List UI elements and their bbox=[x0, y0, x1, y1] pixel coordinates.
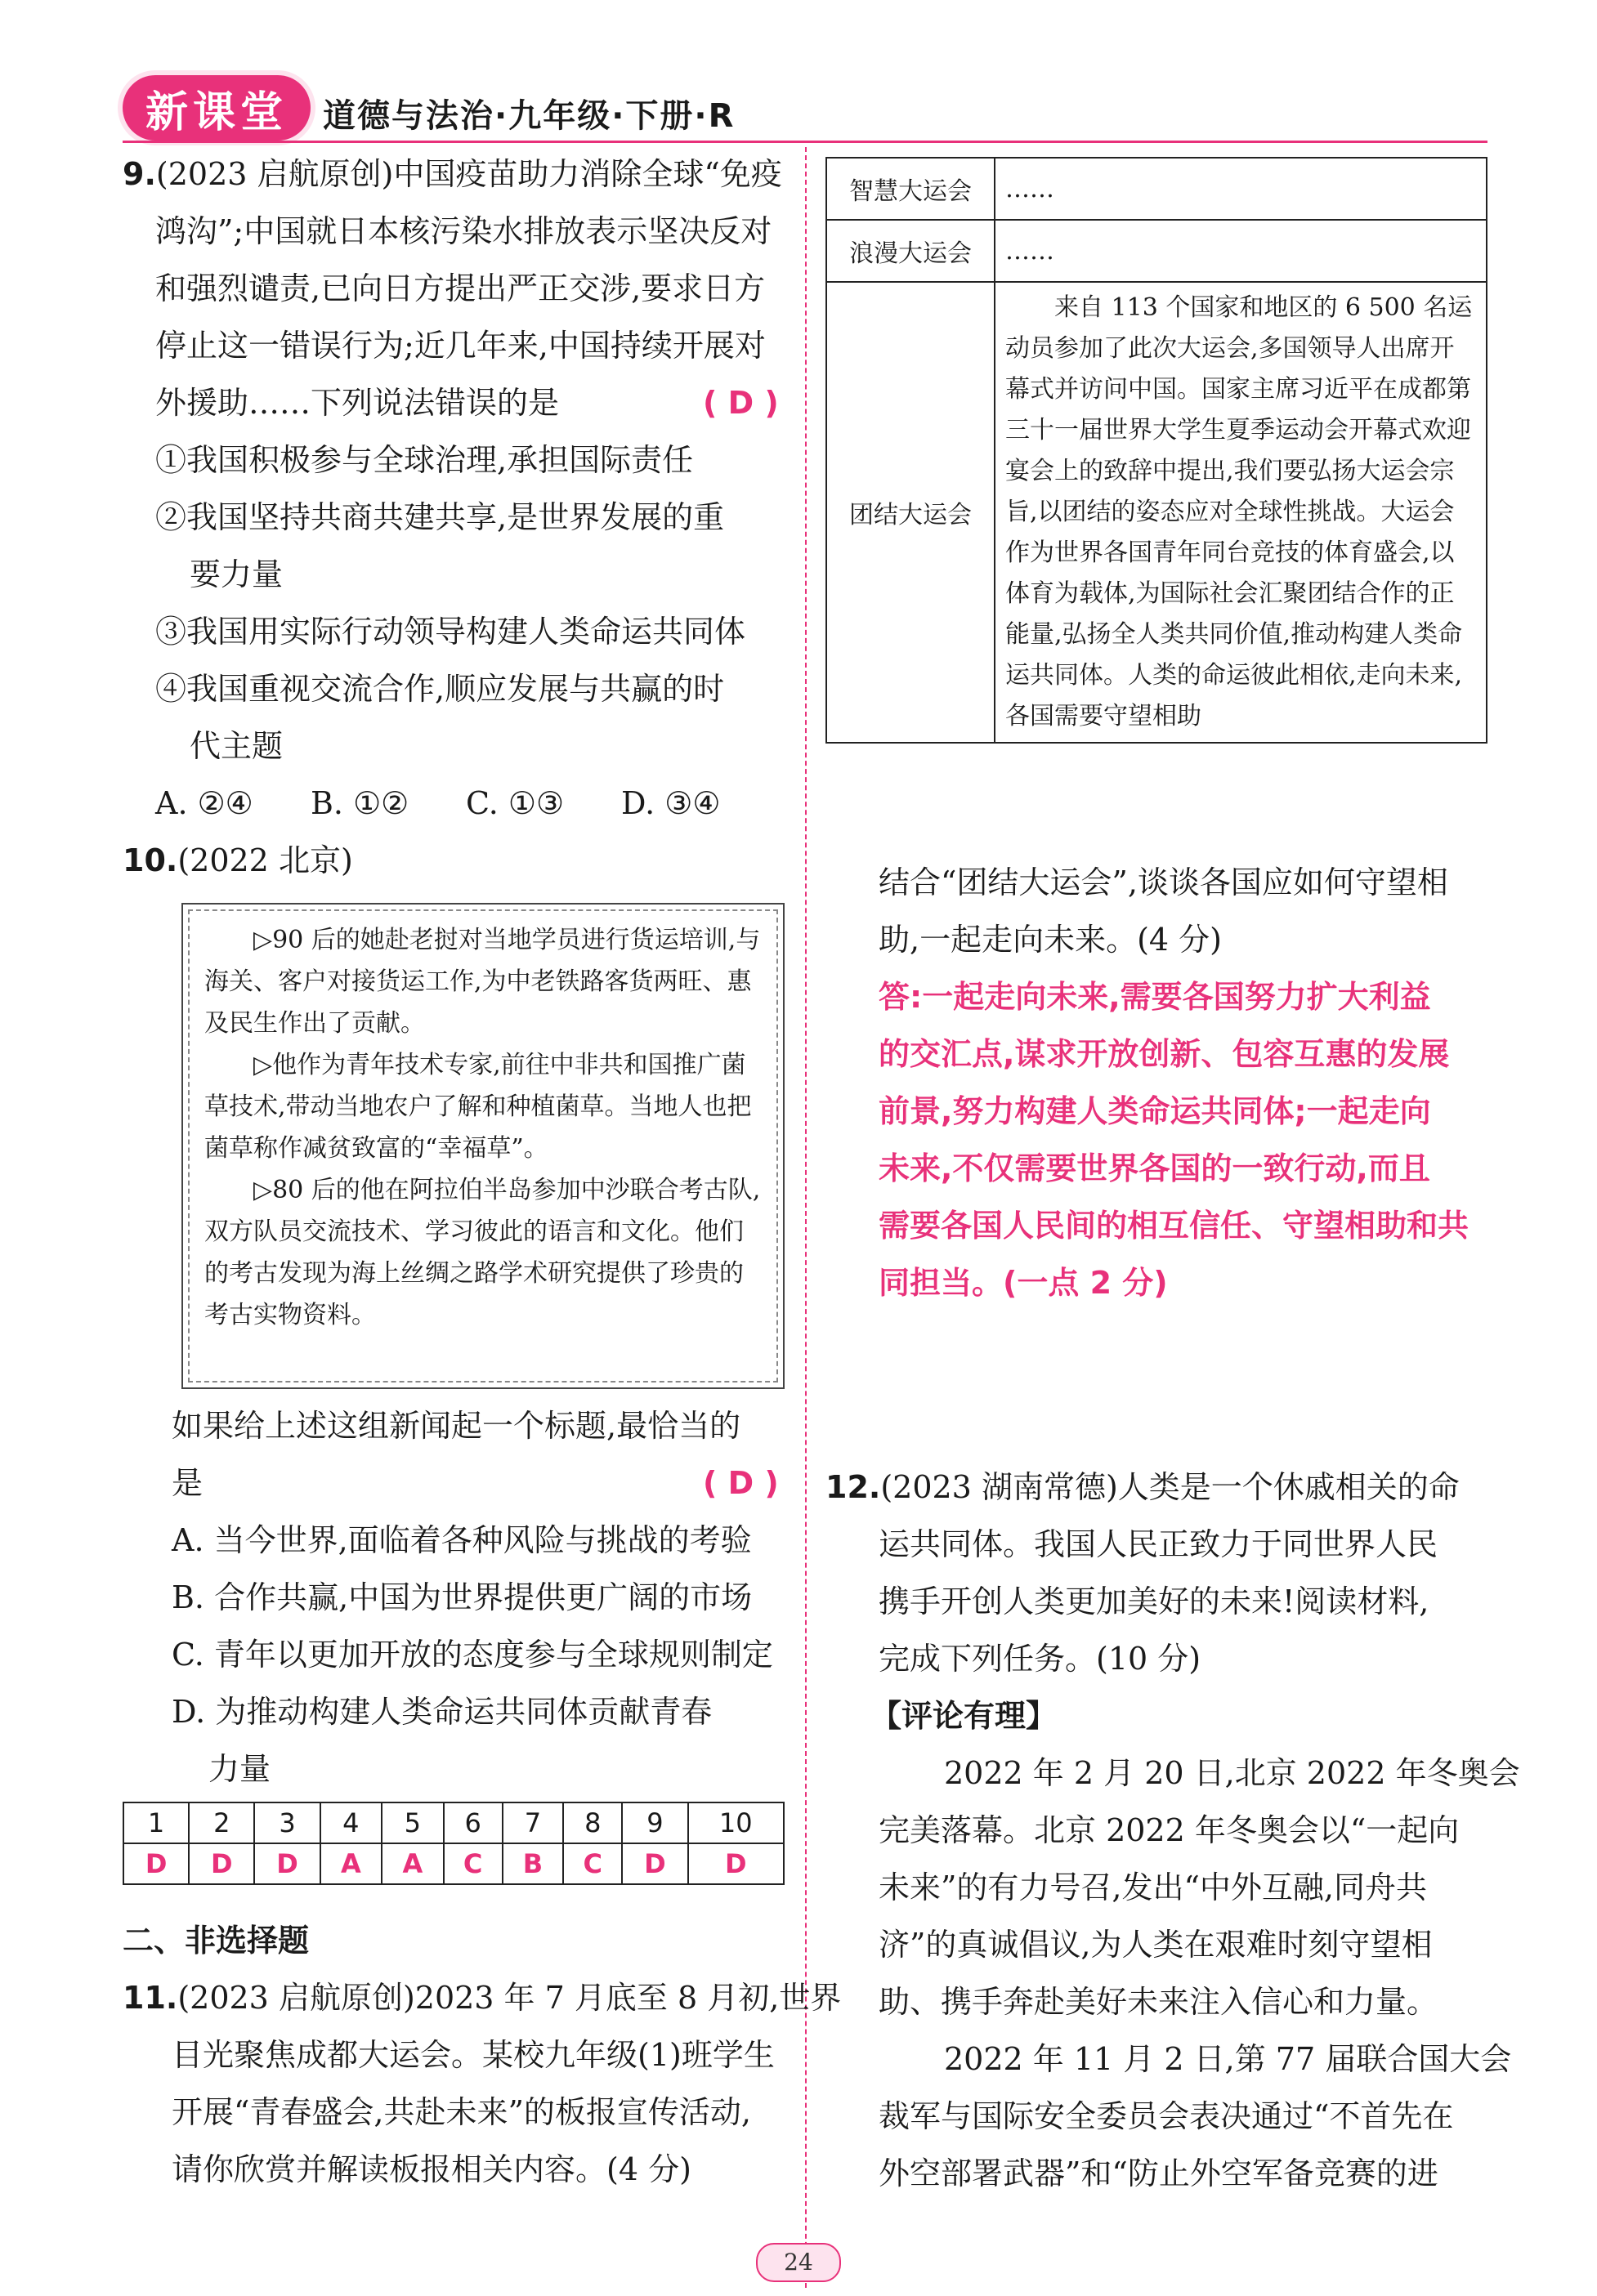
option-c: C. ①③ bbox=[466, 785, 565, 821]
board-content: 来自 113 个国家和地区的 6 500 名运动员参加了此次大运会,多国领导人出席开幕式并访问中国。国家主席习近平在成都第三十一届世界大学生夏季运动会开幕式欢迎宴会上的致辞中提出,我们要弘扬大运会宗旨,以团结的姿态应对全球性挑战。大运会作为世界各国青年同台竞技的体育盛会,以体育为载体,为国际社会汇聚团结合作的正能量,弘扬全人类共同价值,推动构建人类命运共同体。人类的命运彼此相依,走向未来,各国需要守望相助 bbox=[995, 282, 1487, 743]
question-line: 鸿沟”;中国就日本核污染水排放表示坚决反对 bbox=[155, 213, 772, 249]
table-cell: C bbox=[563, 1843, 622, 1884]
board-label: 团结大运会 bbox=[826, 282, 995, 743]
page-number: 24 bbox=[756, 2243, 841, 2282]
table-cell: C bbox=[444, 1843, 503, 1884]
header-title: 道德与法治·九年级·下册·R bbox=[323, 97, 736, 135]
question-line: 停止这一错误行为;近几年来,中国持续开展对 bbox=[155, 328, 766, 364]
section-heading: 【评论有理】 bbox=[870, 1698, 1058, 1734]
answer-line: 答:一起走向未来,需要各国努力扩大利益 bbox=[879, 979, 1431, 1015]
paragraph-line: 外空部署武器”和“防止外空军备竞赛的进 bbox=[879, 2155, 1438, 2191]
answer-line: 前景,努力构建人类命运共同体;一起走向 bbox=[879, 1093, 1431, 1129]
question-number: 12. bbox=[825, 1469, 881, 1505]
board-content: …… bbox=[995, 158, 1487, 220]
table-cell: 9 bbox=[622, 1802, 687, 1843]
news-item: ▷80 后的他在阿拉伯半岛参加中沙联合考古队,双方队员交流技术、学习彼此的语言和文化。他们的考古发现为海上丝绸之路学术研究提供了珍贵的考古实物资料。 bbox=[204, 1176, 761, 1329]
answer-mark: ( D ) bbox=[703, 385, 779, 421]
question-line: 外援助……下列说法错误的是 bbox=[155, 385, 560, 421]
option-a: A. ②④ bbox=[155, 785, 253, 821]
question-line: 如果给上述这组新闻起一个标题,最恰当的 bbox=[172, 1408, 741, 1444]
option-d: D. 为推动构建人类命运共同体贡献青春 bbox=[172, 1694, 713, 1730]
statement: ①我国积极参与全球治理,承担国际责任 bbox=[155, 442, 694, 478]
question-line: 携手开创人类更加美好的未来!阅读材料, bbox=[879, 1584, 1429, 1619]
table-cell: 5 bbox=[382, 1802, 443, 1843]
paragraph-line: 2022 年 2 月 20 日,北京 2022 年冬奥会 bbox=[944, 1755, 1520, 1791]
task-line: 助,一起走向未来。(4 分) bbox=[879, 922, 1222, 958]
paragraph-line: 2022 年 11 月 2 日,第 77 届联合国大会 bbox=[944, 2041, 1512, 2077]
question-number: 9. bbox=[123, 156, 156, 192]
table-row bbox=[826, 282, 1487, 743]
answer-mark: ( D ) bbox=[703, 1465, 779, 1501]
question-number: 11. bbox=[123, 1980, 178, 2016]
news-item: ▷90 后的她赴老挝对当地学员进行货运培训,与海关、客户对接货运工作,为中老铁路客货两旺、惠及民生作出了贡献。 bbox=[204, 926, 761, 1038]
table-cell: 2 bbox=[189, 1802, 254, 1843]
table-cell: 3 bbox=[254, 1802, 320, 1843]
table-cell: D bbox=[622, 1843, 687, 1884]
option-d: D. ③④ bbox=[621, 785, 721, 821]
question-line: (2023 湖南常德)人类是一个休戚相关的命 bbox=[880, 1469, 1460, 1505]
question-line: (2023 启航原创)中国疫苗助力消除全球“免疫 bbox=[155, 156, 782, 192]
board-label: 智慧大运会 bbox=[826, 158, 995, 220]
question-line: 请你欣赏并解读板报相关内容。(4 分) bbox=[172, 2151, 691, 2187]
paragraph-line: 裁军与国际安全委员会表决通过“不首先在 bbox=[879, 2098, 1454, 2134]
paragraph-line: 完美落幕。北京 2022 年冬奥会以“一起向 bbox=[879, 1812, 1460, 1848]
board-table bbox=[825, 157, 1487, 744]
table-cell: 10 bbox=[688, 1802, 784, 1843]
section-title: 二、非选择题 bbox=[123, 1923, 310, 1959]
question-line: 运共同体。我国人民正致力于同世界人民 bbox=[879, 1526, 1438, 1562]
question-line: 完成下列任务。(10 分) bbox=[879, 1641, 1201, 1677]
table-cell: B bbox=[503, 1843, 564, 1884]
option-c: C. 青年以更加开放的态度参与全球规则制定 bbox=[172, 1637, 773, 1673]
table-cell: A bbox=[320, 1843, 382, 1884]
answer-line: 的交汇点,谋求开放创新、包容互惠的发展 bbox=[879, 1036, 1450, 1072]
statement: ③我国用实际行动领导构建人类命运共同体 bbox=[155, 614, 746, 650]
option-a: A. 当今世界,面临着各种风险与挑战的考验 bbox=[172, 1522, 752, 1558]
statement: ②我国坚持共商共建共享,是世界发展的重 bbox=[155, 499, 725, 535]
question-source: (2022 北京) bbox=[177, 842, 353, 878]
paragraph-line: 济”的真诚倡议,为人类在艰难时刻守望相 bbox=[879, 1927, 1433, 1963]
news-box bbox=[181, 903, 785, 1389]
option-d-cont: 力量 bbox=[208, 1751, 271, 1787]
question-line: (2023 启航原创)2023 年 7 月底至 8 月初,世界 bbox=[177, 1980, 842, 2016]
board-label: 浪漫大运会 bbox=[826, 220, 995, 282]
option-b: B. 合作共赢,中国为世界提供更广阔的市场 bbox=[172, 1579, 753, 1615]
table-cell: 7 bbox=[503, 1802, 564, 1843]
table-cell: 8 bbox=[563, 1802, 622, 1843]
option-b: B. ①② bbox=[311, 785, 409, 821]
table-cell: D bbox=[189, 1843, 254, 1884]
question-line: 是 bbox=[172, 1465, 204, 1501]
table-cell: D bbox=[254, 1843, 320, 1884]
statement: 代主题 bbox=[190, 728, 284, 764]
table-cell: 4 bbox=[320, 1802, 382, 1843]
question-line: 目光聚焦成都大运会。某校九年级(1)班学生 bbox=[172, 2037, 775, 2073]
statement: 要力量 bbox=[190, 556, 284, 592]
news-item: ▷他作为青年技术专家,前往中非共和国推广菌草技术,带动当地农户了解和种植菌草。当地人也把菌草称作减贫致富的“幸福草”。 bbox=[204, 1051, 752, 1163]
header-rule bbox=[123, 141, 1487, 143]
column-divider bbox=[805, 147, 807, 2288]
question-line: 和强烈谴责,已向日方提出严正交涉,要求日方 bbox=[155, 270, 766, 306]
table-cell: 6 bbox=[444, 1802, 503, 1843]
table-cell: D bbox=[688, 1843, 784, 1884]
table-row bbox=[826, 158, 1487, 220]
answer-line: 需要各国人民间的相互信任、守望相助和共 bbox=[879, 1208, 1470, 1244]
board-content: …… bbox=[995, 220, 1487, 282]
paragraph-line: 未来”的有力号召,发出“中外互融,同舟共 bbox=[879, 1869, 1428, 1905]
answer-line: 同担当。(一点 2 分) bbox=[879, 1265, 1168, 1301]
table-row bbox=[123, 1802, 784, 1843]
table-cell: A bbox=[382, 1843, 443, 1884]
task-line: 结合“团结大运会”,谈谈各国应如何守望相 bbox=[879, 864, 1448, 900]
answer-table bbox=[123, 1802, 785, 1885]
table-row bbox=[826, 220, 1487, 282]
table-cell: 1 bbox=[123, 1802, 189, 1843]
answer-line: 未来,不仅需要世界各国的一致行动,而且 bbox=[879, 1150, 1430, 1186]
question-line: 开展“青春盛会,共赴未来”的板报宣传活动, bbox=[172, 2094, 752, 2130]
statement: ④我国重视交流合作,顺应发展与共赢的时 bbox=[155, 671, 725, 707]
table-row bbox=[123, 1843, 784, 1884]
paragraph-line: 助、携手奔赴美好未来注入信心和力量。 bbox=[879, 1984, 1438, 2020]
table-cell: D bbox=[123, 1843, 189, 1884]
logo-badge: 新课堂 bbox=[123, 75, 311, 141]
question-number: 10. bbox=[123, 842, 178, 878]
